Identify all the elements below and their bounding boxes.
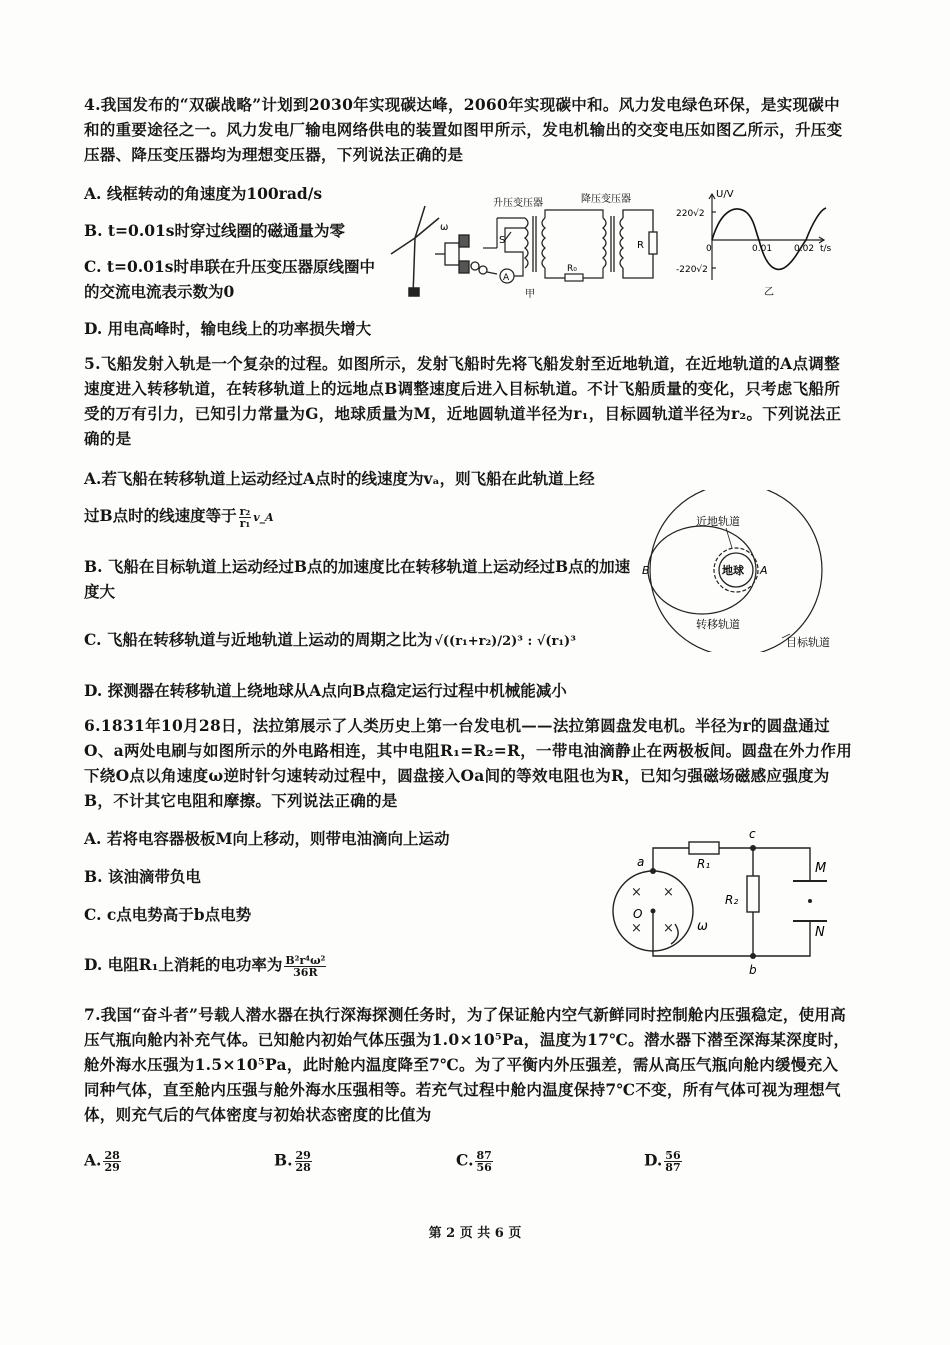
load-r-label: R: [637, 240, 644, 251]
q6-circuit-figure: [605, 826, 845, 976]
point-a-label: A: [760, 564, 768, 577]
q5-option-a-text: 过B点时的线速度等于: [84, 506, 237, 525]
step-up-transformer-label: 升压变压器: [493, 198, 543, 209]
resistor-r1: [689, 842, 719, 854]
q5-option-d: D. 探测器在转移轨道上绕地球从A点向B点稳定运行过程中机械能减小: [84, 681, 567, 700]
axis-ymax-label: 220√2: [676, 209, 705, 219]
point-b-label-q6: b: [749, 963, 757, 976]
q4-figure-jia: [385, 188, 670, 303]
q7-option-d: D. $\frac{56}{87}$: [644, 1149, 681, 1174]
q4-option-a: A. 线框转动的角速度为100rad/s: [84, 184, 323, 203]
q7-option-b: B. $\frac{29}{28}$: [274, 1149, 311, 1174]
q4-ammeter-label: A: [503, 273, 510, 283]
q5-option-c: C. 飞船在转移轨道与近地轨道上运动的周期之比为 √((r₁+r₂)/2)³ : √(r₁)³: [84, 630, 576, 649]
voltage-sine-curve: [712, 208, 826, 269]
r0-label: R₀: [567, 264, 577, 274]
axis-origin-label: 0: [706, 244, 712, 254]
q4-switch-label: S: [499, 235, 506, 246]
svg-text:×: ×: [631, 921, 642, 936]
q6-option-d: D. 电阻R₁上消耗的电功率为 $\frac{\text{B²r⁴ω²}}{36R}$: [84, 953, 326, 979]
resistor-r2: [747, 876, 759, 912]
r1-label: R₁: [697, 857, 711, 871]
q6-option-c: C. c点电势高于b点电势: [84, 905, 252, 924]
q6-d-fraction: $\frac{\text{B²r⁴ω²}}{36R}$: [285, 953, 326, 979]
r2-label: R₂: [725, 893, 739, 907]
transfer-orbit-label: 转移轨道: [696, 618, 740, 631]
point-a-label-q6: a: [637, 855, 645, 869]
axis-ymin-label: -220√2: [676, 265, 708, 275]
omega-label-q6: ω: [697, 919, 708, 934]
q4-option-d: D. 用电高峰时，输电线上的功率损失增大: [84, 319, 372, 338]
axis-t1-label: 0.01: [752, 244, 773, 254]
q4-figure-yi: [676, 188, 846, 300]
q4-omega-label: ω: [440, 222, 449, 233]
step-down-transformer-label: 降压变压器: [581, 194, 631, 205]
q5-option-a-line1: A.若飞船在转移轨道上运动经过A点时的线速度为vₐ，则飞船在此轨道上经: [84, 469, 595, 488]
svg-text:×: ×: [631, 885, 642, 900]
page-footer: 第 2 页 共 6 页: [428, 1226, 522, 1241]
q7-option-c: C. $\frac{87}{56}$: [456, 1149, 492, 1174]
q5-a-fraction: $\frac{\text{r₂}}{\text{r₁}}$: [239, 504, 251, 530]
target-orbit-label: 目标轨道: [786, 636, 830, 649]
figure-yi-label: 乙: [764, 287, 774, 298]
axis-t-label: t/s: [820, 244, 832, 254]
q5-stem: 5.飞船发射入轨是一个复杂的过程。如图所示，发射飞船时先将飞船发射至近地轨道，在近地轨道的A点调整速度进入转移轨道，在转移轨道上的远地点B调整速度后进入目标轨道。不计飞船质量的变化，只考虑飞船所受的万有引力，已知引力常量为G，地球质量为M，近地圆轨道半径为r₁，目标圆轨道半径为r₂。下列说法正确的是: [84, 354, 842, 448]
svg-text:×: ×: [663, 921, 674, 936]
point-c-label: c: [749, 827, 756, 841]
q4-option-c: C. t=0.01s时串联在升压变压器原线圈中的交流电流表示数为0: [84, 257, 375, 301]
near-orbit-label: 近地轨道: [696, 515, 740, 528]
center-o-label: O: [633, 907, 643, 921]
plate-n-label: N: [815, 925, 825, 940]
step-up-transformer-icon: [525, 216, 545, 272]
step-down-transformer-icon: [603, 210, 657, 278]
q7-option-a: A. $\frac{28}{29}$: [84, 1149, 120, 1174]
q5-option-a-line2: 过B点时的线速度等于 $\frac{\text{r₂}}{\text{r₁}}$ v_A: [84, 504, 274, 530]
wind-turbine-icon: [391, 206, 439, 296]
q7-stem: 7.我国“奋斗者”号载人潜水器在执行深海探测任务时，为了保证舱内空气新鲜同时控制舱内压强稳定，使用高压气瓶向舱内补充气体。已知舱内初始气体压强为1.0×10⁵Pa，温度为17℃。潜水器下潜至深海某深度时，舱外海水压强为1.5×10⁵Pa，此时舱内温度降至7℃。为了平衡内外压强差，需从高压气瓶向舱内缓慢充入同种气体，直至舱内压强与舱外海水压强相等。若充气过程中舱内温度保持7℃不变，所有气体可视为理想气体，则充气后的气体密度与初始状态密度的比值为: [84, 1005, 850, 1124]
q5-c-expression: √((r₁+r₂)/2)³ : √(r₁)³: [434, 634, 576, 649]
axis-u-label: U/V: [716, 189, 734, 200]
svg-text:×: ×: [663, 885, 674, 900]
figure-jia-label: 甲: [525, 289, 535, 300]
axis-t2-label: 0.02: [794, 244, 815, 254]
point-b-label: B: [642, 564, 650, 577]
q6-stem: 6.1831年10月28日，法拉第展示了人类历史上第一台发电机——法拉第圆盘发电机。半径为r的圆盘通过O、a两处电刷与如图所示的外电路相连，其中电阻R₁=R₂=R，一带电油滴静止在两极板间。圆盘在外力作用下绕O点以角速度ω逆时针匀速转动过程中，圆盘接入Oa间的等效电阻也为R，已知匀强磁场磁感应强度为B，不计其它电阻和摩擦。下列说法正确的是: [84, 716, 853, 810]
q5-orbit-figure: [640, 490, 850, 652]
q6-option-b: B. 该油滴带负电: [84, 867, 201, 886]
q4-stem: 4.我国发布的“双碳战略”计划到2030年实现碳达峰，2060年实现碳中和。风力发电绿色环保，是实现碳中和的重要途径之一。风力发电厂输电网络供电的装置如图甲所示，发电机输出的交变电压如图乙所示，升压变压器、降压变压器均为理想变压器，下列说法正确的是: [84, 95, 843, 164]
q5-option-b: B. 飞船在目标轨道上运动经过B点的加速度比在转移轨道上运动经过B点的加速度大: [84, 557, 631, 601]
earth-label: 地球: [722, 564, 744, 577]
generator-icon: [435, 235, 497, 274]
q4-option-b: B. t=0.01s时穿过线圈的磁通量为零: [84, 221, 346, 240]
q6-option-a: A. 若将电容器极板M向上移动，则带电油滴向上运动: [84, 829, 450, 848]
plate-m-label: M: [815, 861, 827, 876]
